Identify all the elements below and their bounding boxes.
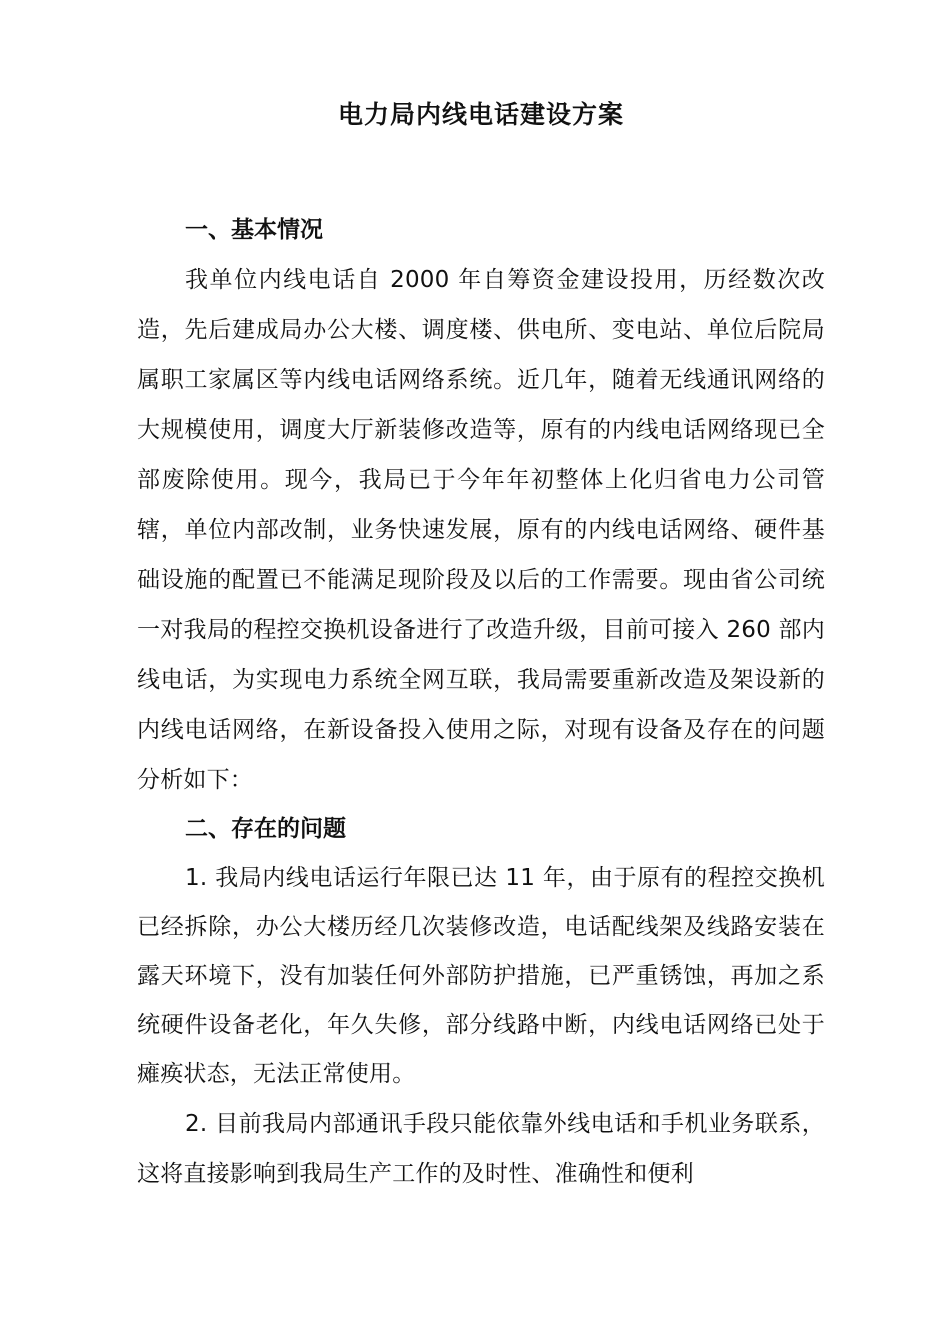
section-heading-existing-problems: 二、存在的问题 xyxy=(185,816,346,842)
document-title: 电力局内线电话建设方案 xyxy=(337,100,624,129)
paragraph-problem-2: 2. 目前我局内部通讯手段只能依靠外线电话和手机业务联系，这将直接影响到我局生产工作的及时性、准确性和便利 xyxy=(137,1111,825,1187)
paragraph-problem-1: 1. 我局内线电话运行年限已达 11 年，由于原有的程控交换机已经拆除，办公大楼历经几次装修改造，电话配线架及线路安装在露天环境下，没有加装任何外部防护措施，已严重锈蚀，再加之系统硬件设备老化，年久失修，部分线路中断，内线电话网络已处于瘫痪状态，无法正常使用。 xyxy=(137,865,825,1087)
paragraph-basic-situation: 我单位内线电话自 2000 年自筹资金建设投用，历经数次改造，先后建成局办公大楼、调度楼、供电所、变电站、单位后院局属职工家属区等内线电话网络系统。近几年，随着无线通讯网络的大规模使用，调度大厅新装修改造等，原有的内线电话网络现已全部废除使用。现今，我局已于今年年初整体上化归省电力公司管辖，单位内部改制，业务快速发展，原有的内线电话网络、硬件基础设施的配置已不能满足现阶段及以后的工作需要。现由省公司统一对我局的程控交换机设备进行了改造升级，目前可接入 260 部内线电话，为实现电力系统全网互联，我局需要重新改造及架设新的内线电话网络，在新设备投入使用之际，对现有设备及存在的问题分析如下： xyxy=(137,267,825,793)
document-body xyxy=(137,92,825,1199)
section-heading-basic-situation: 一、基本情况 xyxy=(185,217,323,243)
